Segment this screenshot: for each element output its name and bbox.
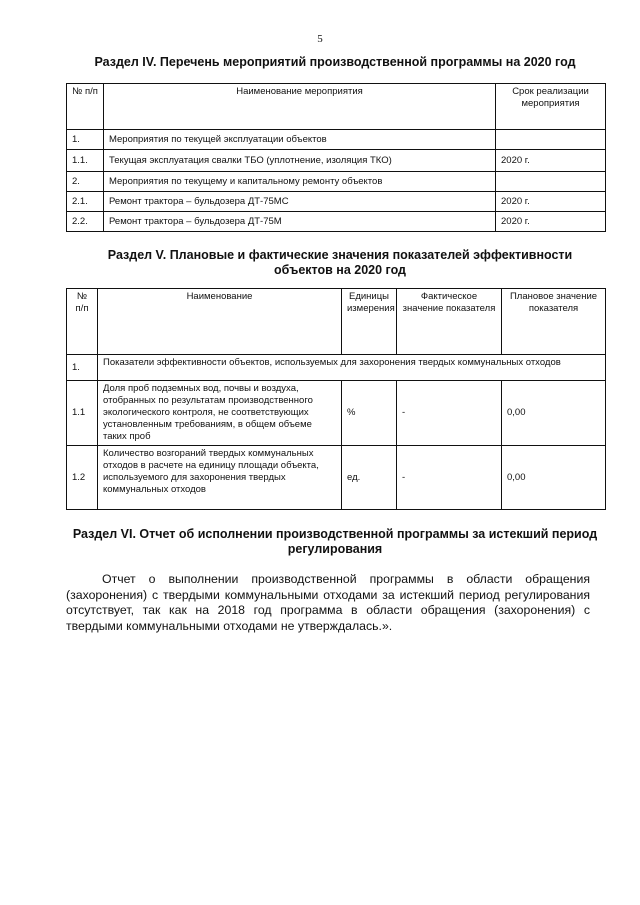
row-term: 2020 г. (496, 150, 606, 172)
row-num: 1. (67, 130, 104, 150)
group-row (67, 355, 606, 381)
table-row (67, 212, 606, 232)
row-unit: % (342, 381, 397, 446)
group-num: 1. (67, 355, 98, 381)
row-name: Доля проб подземных вод, почвы и воздуха, отобранных по результатам производственного экологического контроля, не соответствующих установленным требованиям, в общем объеме таких проб (98, 381, 342, 446)
row-name: Мероприятия по текущей эксплуатации объектов (104, 130, 496, 150)
col-term-header: Срок реализации мероприятия (496, 84, 606, 130)
col-unit-header: Единицы измерения (342, 289, 397, 355)
indicators-header-row (67, 289, 606, 355)
table-row (67, 130, 606, 150)
section5-title: Раздел V. Плановые и фактические значения показателей эффективности объектов на 2020 год (107, 248, 573, 277)
row-term (496, 130, 606, 150)
row-term (496, 172, 606, 192)
section6-title: Раздел VI. Отчет об исполнении производственной программы за истекший период регулирования (72, 527, 598, 556)
table-row (67, 192, 606, 212)
row-num: 2. (67, 172, 104, 192)
activities-table (66, 83, 606, 232)
row-term: 2020 г. (496, 192, 606, 212)
col-name-header: Наименование (98, 289, 342, 355)
col-num-header: № п/п (67, 289, 98, 355)
table-row (67, 172, 606, 192)
col-num-header: № п/п (67, 84, 104, 130)
page-number: 5 (317, 33, 323, 45)
group-name: Показатели эффективности объектов, используемых для захоронения твердых коммунальных отходов (98, 355, 606, 381)
row-fact: - (397, 446, 502, 510)
row-name: Текущая эксплуатация свалки ТБО (уплотнение, изоляция ТКО) (104, 150, 496, 172)
section4-title: Раздел IV. Перечень мероприятий производственной программы на 2020 год (94, 55, 576, 69)
row-name: Ремонт трактора – бульдозера ДТ-75М (104, 212, 496, 232)
row-plan: 0,00 (502, 446, 606, 510)
indicators-table (66, 288, 606, 510)
row-num: 1.1 (67, 381, 98, 446)
col-name-header: Наименование мероприятия (104, 84, 496, 130)
row-num: 1.1. (67, 150, 104, 172)
row-plan: 0,00 (502, 381, 606, 446)
col-plan-header: Плановое значение показателя (502, 289, 606, 355)
col-fact-header: Фактическое значение показателя (397, 289, 502, 355)
activities-header-row (67, 84, 606, 130)
table-row (67, 446, 606, 510)
row-name: Количество возгораний твердых коммунальных отходов в расчете на единицу площади объекта, используемого для захоронения твердых коммунальных отходов (98, 446, 342, 510)
row-term: 2020 г. (496, 212, 606, 232)
row-name: Ремонт трактора – бульдозера ДТ-75МС (104, 192, 496, 212)
table-row (67, 150, 606, 172)
row-num: 2.2. (67, 212, 104, 232)
report-paragraph: Отчет о выполнении производственной программы в области обращения (захоронения) с твердыми коммунальными отходами за истекший период регулирования отсутствует, так как на 2018 год программа в области обращения (захоронения) с твердыми коммунальными отходами не утверждалась.». (66, 572, 590, 633)
table-row (67, 381, 606, 446)
row-fact: - (397, 381, 502, 446)
row-name: Мероприятия по текущему и капитальному ремонту объектов (104, 172, 496, 192)
row-num: 1.2 (67, 446, 98, 510)
row-num: 2.1. (67, 192, 104, 212)
row-unit: ед. (342, 446, 397, 510)
